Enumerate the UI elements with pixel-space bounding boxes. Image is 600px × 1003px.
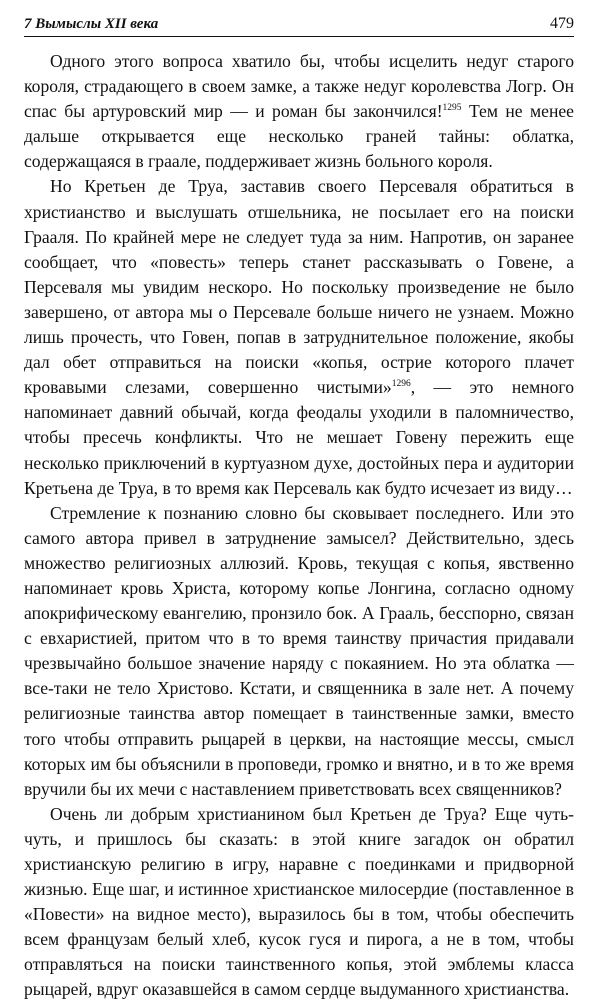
text-run: Одного этого вопроса хватило бы, чтобы исцелить недуг старого короля, страдающего в своем замке, а также недуг королевства Логр. Он спас бы артуровский мир — и роман бы закончился!: [24, 51, 574, 122]
running-header: [24, 2, 574, 37]
text-run: Тем не менее дальше открывается еще несколько граней тайны: облатка, содержащаяся в граале, поддерживает жизнь больного короля.: [24, 101, 574, 172]
paragraph: [24, 802, 574, 1003]
paragraph: [24, 174, 574, 500]
footnote-ref: 1296: [391, 379, 411, 390]
paragraph: [24, 501, 574, 802]
footnote-ref: 1295: [442, 103, 462, 114]
body-text: [24, 49, 574, 1003]
text-run: , — это немного напоминает давний обычай, когда феодалы уходили в паломничество, чтобы пресечь конфликты. Что не мешает Говену пережить еще несколько приключений в куртуазном духе, достойных пера и аудитории Кретьена де Труа, в то время как Персеваль как будто исчезает из виду…: [24, 377, 574, 498]
page-number: 479: [550, 15, 574, 32]
book-page: [0, 2, 600, 1000]
text-run: Стремление к познанию словно бы сковывает последнего. Или это самого автора привел в затруднение замысел? Действительно, здесь множество религиозных аллюзий. Кровь, текущая с копья, явственно напоминает кровь Христа, которому копье Лонгина, согласно одному апокрифическому евангелию, пронзило бок. А Грааль, бесспорно, связан с евхаристией, притом что в то время таинству причастия придавали чрезвычайно большое значение наряду с покаянием. Но эта облатка — все-таки не тело Христово. Кстати, и священника в зале нет. А почему религиозные таинства автор помещает в таинственные замки, вместо того чтобы отправить рыцарей в церкви, на настоящие мессы, смысл которых им бы объяснили в проповеди, громко и внятно, и в то же время вручили бы их мечи с наставлением приветствовать всех священников?: [24, 502, 574, 799]
paragraph: [24, 49, 574, 174]
chapter-title: 7 Вымыслы XII века: [24, 16, 159, 32]
text-run: Очень ли добрым христианином был Кретьен де Труа? Еще чуть-чуть, и пришлось бы сказать: в этой книге загадок он обратил христианскую религию в игру, наравне с поединками и придворной жизнью. Еще шаг, и истинное христианское милосердие (поставленное в «Повести» на видное место), выразилось бы в том, чтобы обеспечить всем французам белый хлеб, кусок гуся и пирога, а не в том, чтобы отправляться на поиски таинственного копья, этой эмблемы класса рыцарей, вдруг оказавшейся в самом сердце выдуманного христианства.: [24, 803, 574, 1000]
text-run: Но Кретьен де Труа, заставив своего Персеваля обратиться в христианство и выслушать отшельника, не посылает его на поиски Грааля. По крайней мере не следует туда за ним. Напротив, он заранее сообщает, что «повесть» теперь станет рассказывать о Говене, а Персеваля мы увидим нескоро. Но поскольку произведение не было завершено, от автора мы о Персевале больше ничего не узнаем. Можно лишь прочесть, что Говен, попав в затруднительное положение, якобы дал обет отправиться на поиски «копья, острие которого плачет кровавыми слезами, совершенно чистыми»: [24, 176, 574, 398]
